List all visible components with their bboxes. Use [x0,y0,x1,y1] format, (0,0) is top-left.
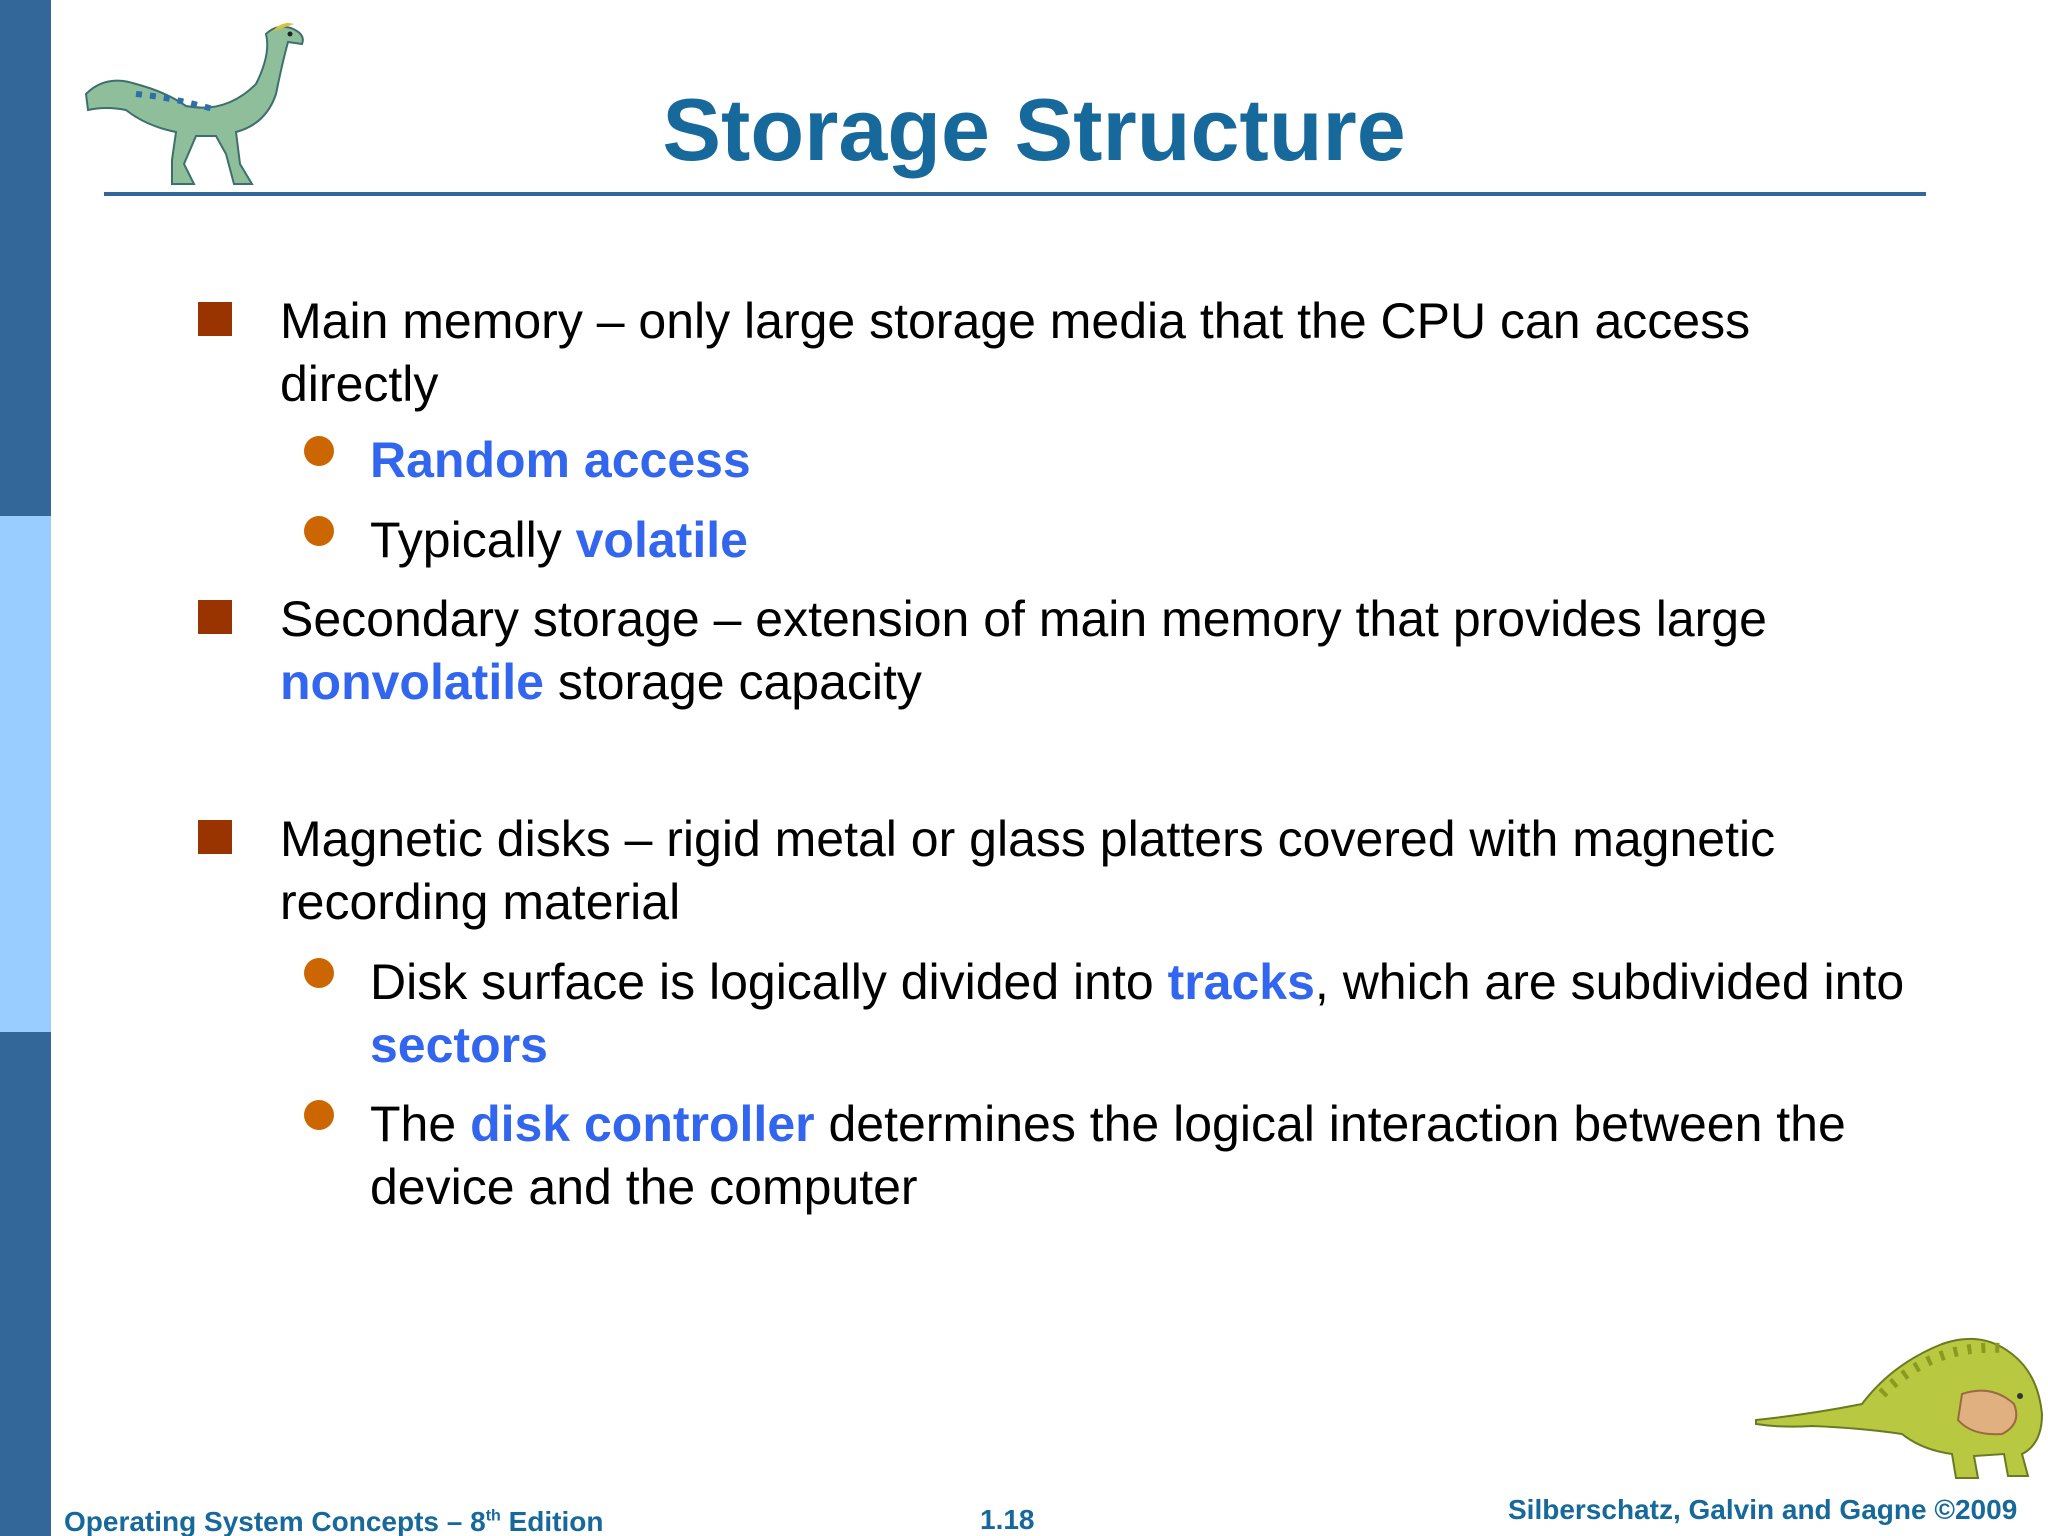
bullet-text: Disk surface is logically divided into [370,954,1168,1010]
footer-book-name: Operating System Concepts – 8 [64,1506,486,1536]
footer-authors: Silberschatz, Galvin and Gagne ©2009 [1508,1494,2018,1525]
bullet-disk-controller [370,1093,1930,1219]
bullet-secondary-storage [280,588,1920,714]
bullet-text: Magnetic disks – rigid metal or glass platters covered with magnetic recording material [280,811,1776,930]
square-bullet-icon [198,820,232,854]
bullet-text: storage capacity [543,654,922,710]
round-bullet-icon [304,516,334,546]
bullet-magnetic-disks [280,808,1920,934]
bullet-main-memory [280,290,1920,416]
footer-edition: Edition [500,1506,604,1536]
bullet-tracks-sectors [370,951,1930,1077]
footer-superscript: th [485,1507,501,1525]
footer-book-title [64,1506,603,1536]
highlight-term: tracks [1167,954,1315,1010]
highlight-term: Random access [370,432,751,488]
round-bullet-icon [304,958,334,988]
bullet-text: Main memory – only large storage media that the CPU can access directly [280,293,1751,412]
dinosaur-icon [1752,1304,2048,1484]
highlight-term: disk controller [470,1096,815,1152]
highlight-term: sectors [370,1017,548,1073]
square-bullet-icon [198,600,232,634]
bullet-random-access [370,429,1930,492]
highlight-term: volatile [575,512,748,568]
round-bullet-icon [304,1100,334,1130]
bullet-text: Secondary storage – extension of main memory that provides large [280,591,1767,647]
bullet-text: The [370,1096,471,1152]
round-bullet-icon [304,436,334,466]
bullet-text: Typically [370,512,576,568]
bullet-volatile [370,509,1930,572]
bullet-text: , which are subdivided into [1314,954,1905,1010]
bullet-text: determines the logical interaction between the device and the computer [370,1096,1846,1215]
footer-page-number: 1.18 [980,1504,1035,1535]
square-bullet-icon [198,302,232,336]
slide-title: Storage Structure [662,80,1406,179]
highlight-term: nonvolatile [280,654,544,710]
